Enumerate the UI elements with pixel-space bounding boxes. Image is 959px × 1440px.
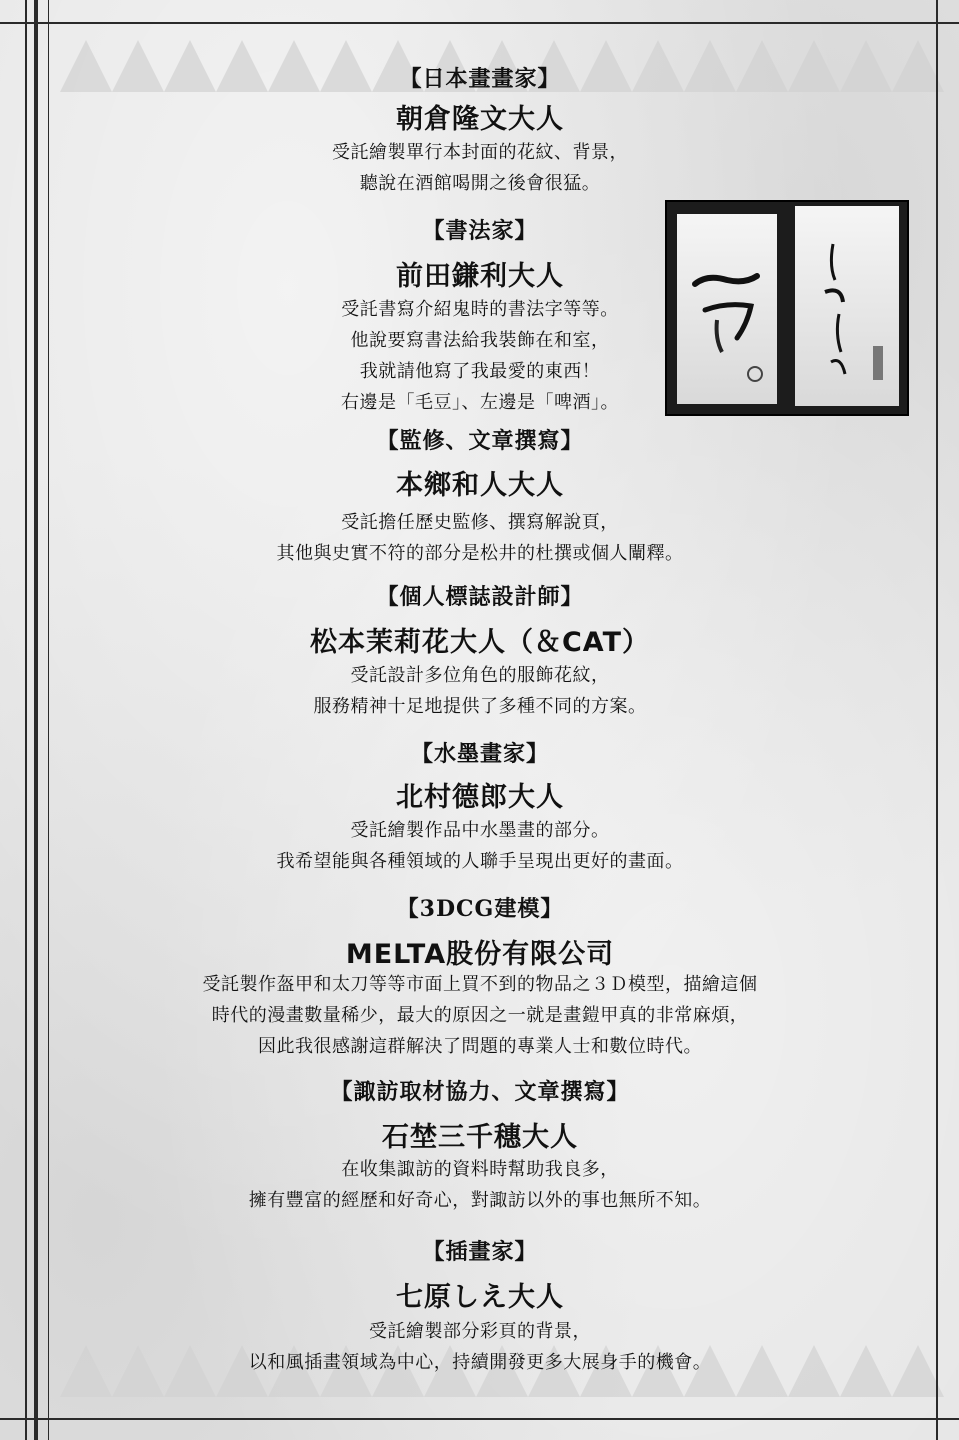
description-line: 以和風插畫領域為中心，持續開發更多大展身手的機會。 — [248, 1352, 712, 1373]
description-line: 受託擔任歷史監修、撰寫解說頁， — [341, 512, 619, 533]
credit-name: 北村德郎大人 — [396, 782, 564, 813]
credit-category: 【日本畫畫家】 — [399, 66, 561, 92]
description-line: 其他與史實不符的部分是松井的杜撰或個人闡釋。 — [276, 543, 684, 564]
description-line: 在收集諏訪的資料時幫助我良多， — [341, 1159, 619, 1180]
credit-name: 前田鎌利大人 — [396, 261, 564, 292]
description-line: 受託繪製單行本封面的花紋、背景， — [332, 142, 628, 163]
description-line: 服務精神十足地提供了多種不同的方案。 — [313, 696, 647, 717]
description-line: 受託繪製作品中水墨畫的部分。 — [350, 820, 610, 841]
description-line: 右邊是「毛豆」、左邊是「啤酒」。 — [341, 392, 619, 413]
credit-description — [60, 137, 900, 199]
frame-left-outer — [25, 0, 27, 1440]
credit-name: 七原しえ大人 — [396, 1282, 564, 1313]
credit-category: 【個人標誌設計師】 — [376, 584, 584, 610]
credit-description — [60, 294, 900, 418]
credit-name: 本鄉和人大人 — [396, 470, 564, 501]
credit-description — [60, 1154, 900, 1216]
credit-name: 石埜三千穗大人 — [382, 1122, 578, 1153]
description-line: 因此我很感謝這群解決了問題的專業人士和數位時代。 — [258, 1036, 702, 1057]
description-line: 受託繪製部分彩頁的背景， — [369, 1321, 591, 1342]
description-line: 時代的漫畫數量稀少，最大的原因之一就是畫鎧甲真的非常麻煩， — [211, 1005, 749, 1026]
credit-description — [60, 815, 900, 877]
credit-category: 【插畫家】 — [422, 1239, 538, 1265]
credit-description — [60, 969, 900, 1062]
frame-top — [0, 22, 959, 24]
frame-left-inner — [34, 0, 38, 1440]
description-line: 我希望能與各種領域的人聯手呈現出更好的畫面。 — [276, 851, 684, 872]
description-line: 他說要寫書法給我裝飾在和室， — [350, 330, 610, 351]
description-line: 我就請他寫了我最愛的東西！ — [359, 361, 601, 382]
credit-category: 【3DCG建模】 — [396, 896, 564, 922]
description-line: 受託書寫介紹鬼時的書法字等等。 — [341, 299, 619, 320]
credit-name: 松本茉莉花大人（＆CAT） — [309, 627, 651, 658]
credit-description — [60, 660, 900, 722]
frame-bottom — [0, 1418, 959, 1420]
frame-left-thin — [48, 0, 49, 1440]
frame-right — [936, 0, 938, 1440]
credit-category: 【水墨畫家】 — [410, 741, 549, 767]
description-line: 受託製作盔甲和太刀等等市面上買不到的物品之３Ｄ模型，描繪這個 — [202, 974, 758, 995]
description-line: 受託設計多位角色的服飾花紋， — [350, 665, 610, 686]
credit-name: MELTA股份有限公司 — [345, 939, 615, 970]
description-line: 聽說在酒館喝開之後會很猛。 — [359, 173, 601, 194]
credit-description — [60, 1316, 900, 1378]
credit-name: 朝倉隆文大人 — [396, 104, 564, 135]
credit-category: 【諏訪取材協力、文章撰寫】 — [330, 1079, 630, 1105]
description-line: 擁有豐富的經歷和好奇心，對諏訪以外的事也無所不知。 — [248, 1190, 712, 1211]
credit-description — [60, 507, 900, 569]
credit-category: 【書法家】 — [422, 218, 538, 244]
credit-category: 【監修、文章撰寫】 — [376, 428, 584, 454]
